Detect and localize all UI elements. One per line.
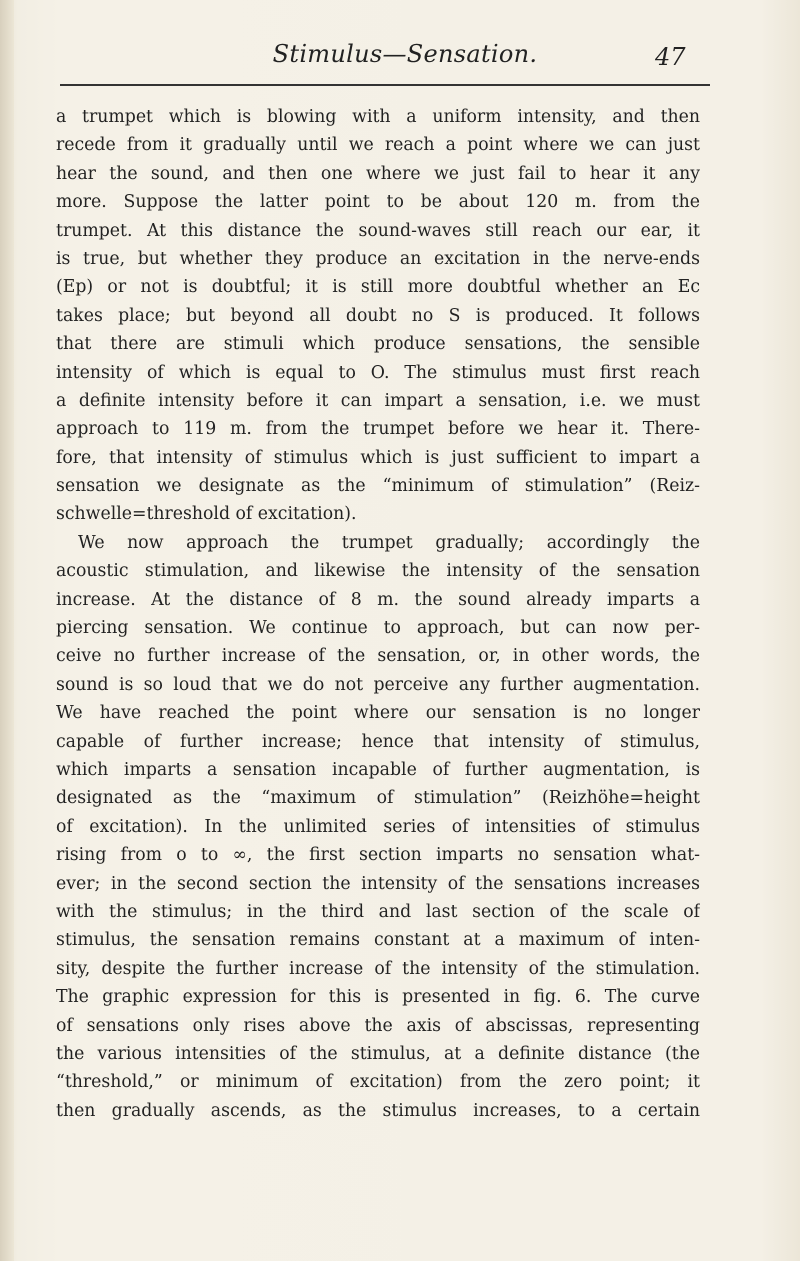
text-line: schwelle=threshold of excitation). <box>56 504 357 525</box>
running-title: Stimulus—Sensation. <box>272 40 538 68</box>
text-line: recede from it gradually until we reach a point where we can just <box>56 135 700 156</box>
text-line: of excitation). In the unlimited series of intensities of stimulus <box>56 816 700 837</box>
text-line: We have reached the point where our sensation is no longer <box>56 703 700 724</box>
text-line: intensity of which is equal to O. The stimulus must first reach <box>56 362 700 383</box>
text-line: (Ep) or not is doubtful; it is still more doubtful whether an Ec <box>56 277 700 298</box>
text-line: sity, despite the further increase of the intensity of the stimulation. <box>56 958 700 979</box>
text-line: hear the sound, and then one where we just fail to hear it any <box>56 163 700 184</box>
page-number: 47 <box>655 43 686 71</box>
text-line: fore, that intensity of stimulus which is just sufficient to impart a <box>56 447 700 468</box>
text-line: the various intensities of the stimulus, at a definite distance (the <box>56 1043 700 1064</box>
text-line: ever; in the second section the intensity of the sensations increases <box>56 873 700 894</box>
text-line: The graphic expression for this is presented in fig. 6. The curve <box>56 987 700 1008</box>
text-line: ceive no further increase of the sensation, or, in other words, the <box>56 646 700 667</box>
text-line: is true, but whether they produce an excitation in the nerve-ends <box>56 248 700 269</box>
body-text <box>56 103 700 1125</box>
text-line: then gradually ascends, as the stimulus increases, to a certain <box>56 1100 700 1121</box>
text-line: takes place; but beyond all doubt no S is produced. It follows <box>56 305 700 326</box>
text-line: rising from o to ∞, the first section imparts no sensation what- <box>56 845 700 866</box>
text-line: that there are stimuli which produce sensations, the sensible <box>56 334 700 355</box>
text-line: more. Suppose the latter point to be about 120 m. from the <box>56 192 700 213</box>
page-gutter-shadow <box>0 0 14 1261</box>
text-line: designated as the “maximum of stimulation” (Reizhöhe=height <box>56 788 700 809</box>
text-line: of sensations only rises above the axis of abscissas, representing <box>56 1015 700 1036</box>
text-line: piercing sensation. We continue to approach, but can now per- <box>56 618 700 639</box>
text-line: with the stimulus; in the third and last section of the scale of <box>56 901 700 922</box>
text-line: a definite intensity before it can impart a sensation, i.e. we must <box>56 390 700 411</box>
text-line: sensation we designate as the “minimum of stimulation” (Reiz- <box>56 476 700 497</box>
text-line: increase. At the distance of 8 m. the sound already imparts a <box>56 589 700 610</box>
text-line: “threshold,” or minimum of excitation) from the zero point; it <box>56 1072 700 1093</box>
text-line: which imparts a sensation incapable of further augmentation, is <box>56 759 700 780</box>
text-line: We now approach the trumpet gradually; accordingly the <box>78 532 700 553</box>
text-line: trumpet. At this distance the sound-waves still reach our ear, it <box>56 220 700 241</box>
text-line: approach to 119 m. from the trumpet before we hear it. There- <box>56 419 700 440</box>
text-line: acoustic stimulation, and likewise the intensity of the sensation <box>56 561 700 582</box>
text-line: sound is so loud that we do not perceive any further augmentation. <box>56 674 700 695</box>
running-head <box>0 40 800 76</box>
text-line: capable of further increase; hence that intensity of stimulus, <box>56 731 700 752</box>
text-line: a trumpet which is blowing with a uniform intensity, and then <box>56 107 700 127</box>
text-line: stimulus, the sensation remains constant at a maximum of inten- <box>56 930 700 951</box>
header-rule <box>60 84 710 86</box>
